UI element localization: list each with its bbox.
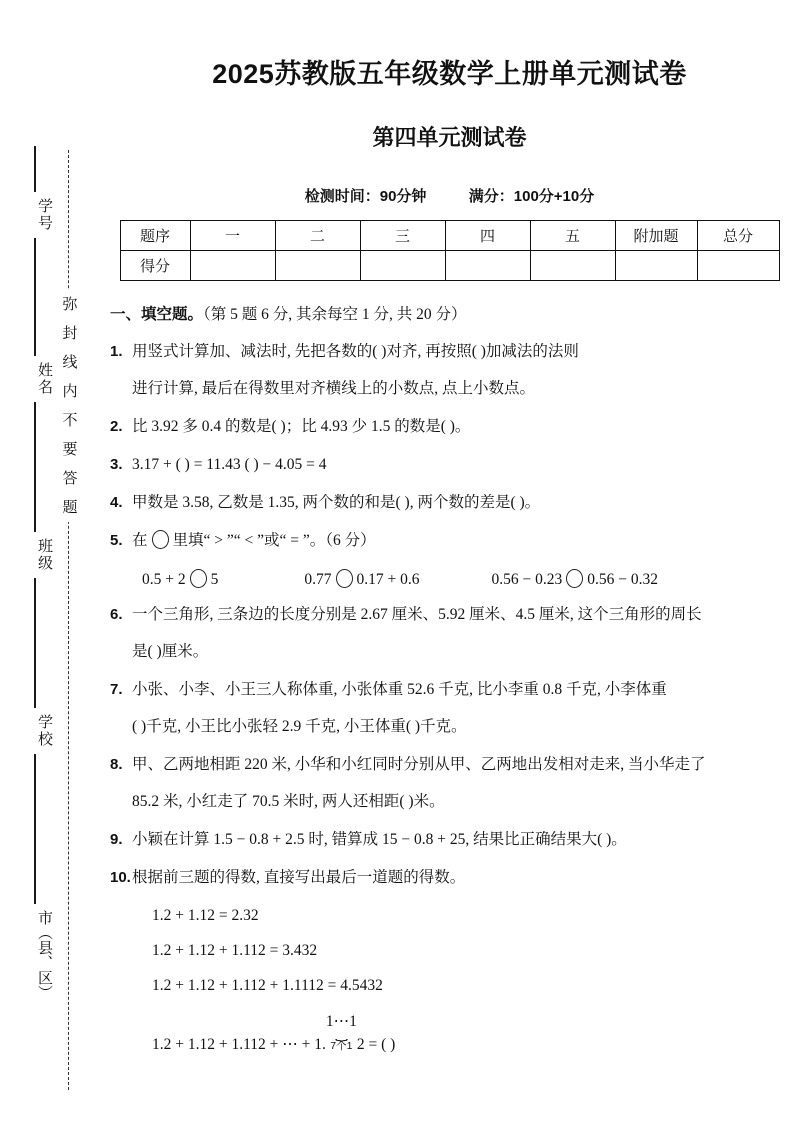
- section-heading-note: （第 5 题 6 分, 其余每空 1 分, 共 20 分）: [203, 306, 467, 323]
- comparison-left: 0.5 + 2: [142, 571, 186, 589]
- score-cell-5[interactable]: [530, 251, 615, 281]
- comparison-left: 0.77: [304, 571, 332, 589]
- equation-3: 1.2 + 1.12 + 1.112 + 1.1112 = 4.5432: [152, 977, 383, 995]
- exam-meta-line: [110, 185, 789, 206]
- table-row: [120, 251, 779, 281]
- student-id-fields: [8, 140, 52, 1070]
- question-number: 7.: [110, 681, 123, 699]
- question-text-line2: 进行计算, 最后在得数里对齐横线上的小数点, 点上小数点。: [132, 380, 536, 398]
- question-text: 根据前三题的得数, 直接写出最后一道题的得数。: [132, 869, 466, 887]
- question-number: 9.: [110, 831, 123, 849]
- id-field-xingming: [8, 238, 52, 396]
- question-5-comparisons: [110, 569, 789, 589]
- question-3: [110, 453, 789, 477]
- question-number: 10.: [110, 869, 131, 887]
- question-9: [110, 828, 789, 852]
- write-rule: [34, 754, 36, 904]
- id-field-label: 班级: [36, 538, 53, 572]
- seal-char: 内: [56, 377, 84, 406]
- write-rule: [34, 238, 36, 356]
- id-field-xuexiao: [8, 578, 52, 748]
- underbrace-group: [326, 1012, 357, 1052]
- circle-blank-icon[interactable]: [566, 569, 583, 588]
- question-text: 3.17 + ( ) = 11.43 ( ) − 4.05 = 4: [132, 456, 327, 474]
- exam-total-score: 满分：100分+10分: [468, 188, 595, 205]
- equation-prefix: 1.2 + 1.12 + 1.112 + ⋯ + 1.: [152, 1036, 326, 1054]
- exam-duration: 检测时间：90分钟: [304, 188, 427, 205]
- exam-paper-body: [100, 0, 811, 1122]
- score-table-col-1: 一: [190, 221, 275, 251]
- underbrace-icon: ⏟: [335, 1026, 348, 1043]
- underbrace-caption: 7个1: [330, 1040, 353, 1053]
- id-field-label: 学校: [36, 714, 53, 748]
- seal-char: 线: [56, 348, 84, 377]
- question-text: 甲、乙两地相距 220 米, 小华和小红同时分别从甲、乙两地出发相对走来, 当小华走了: [132, 756, 706, 774]
- question-number: 6.: [110, 606, 123, 624]
- question-10-equations: [110, 907, 789, 1054]
- question-number: 3.: [110, 456, 123, 474]
- question-number: 2.: [110, 418, 123, 436]
- id-field-label: 学号: [36, 198, 53, 232]
- question-number: 4.: [110, 494, 123, 512]
- question-text-prefix: 在: [132, 532, 148, 550]
- score-cell-3[interactable]: [360, 251, 445, 281]
- score-cell-bonus[interactable]: [615, 251, 697, 281]
- id-field-xuehao: [8, 146, 52, 232]
- comparison-right: 0.56 − 0.32: [587, 571, 658, 589]
- comparison-left: 0.56 − 0.23: [491, 571, 563, 589]
- question-10: [110, 866, 789, 890]
- seal-char: 不: [56, 406, 84, 435]
- score-table-col-5: 五: [530, 221, 615, 251]
- seal-margin-column: [0, 0, 100, 1122]
- question-number: 5.: [110, 532, 123, 550]
- question-5: [110, 529, 789, 553]
- comparison-right: 0.17 + 0.6: [356, 571, 420, 589]
- equation-suffix: 2 = ( ): [356, 1036, 396, 1054]
- comparison-3: [492, 569, 659, 589]
- score-table: [120, 220, 780, 281]
- question-text: 甲数是 3.58, 乙数是 1.35, 两个数的和是( ), 两个数的差是( )。: [132, 494, 541, 512]
- seal-char: 答: [56, 464, 84, 493]
- score-cell-1[interactable]: [190, 251, 275, 281]
- section-heading: [110, 303, 789, 326]
- spacer: [420, 569, 492, 589]
- table-row-header: [120, 221, 779, 251]
- comparison-1: [142, 569, 218, 589]
- score-table-col-2: 二: [275, 221, 360, 251]
- equation-1: 1.2 + 1.12 = 2.32: [152, 907, 259, 925]
- comparison-right: 5: [210, 571, 219, 589]
- write-rule: [34, 578, 36, 708]
- write-rule: [34, 402, 36, 532]
- score-table-col-bonus: 附加题: [615, 221, 697, 251]
- question-7: [110, 678, 789, 739]
- spacer: [218, 569, 304, 589]
- section-heading-title: 一、填空题。: [110, 306, 204, 323]
- equation-4: [152, 1012, 789, 1054]
- circle-blank-icon[interactable]: [336, 569, 353, 588]
- circle-blank-icon[interactable]: [190, 569, 207, 588]
- seal-char: 弥: [56, 290, 84, 319]
- question-text: 小张、小李、小王三人称体重, 小张体重 52.6 千克, 比小李重 0.8 千克, 小李体重: [132, 681, 667, 699]
- score-table-col-4: 四: [445, 221, 530, 251]
- score-table-col-total: 总分: [697, 221, 779, 251]
- id-field-label: 市（县、区）: [36, 910, 53, 1000]
- question-number: 1.: [110, 343, 123, 361]
- write-rule: [34, 146, 36, 192]
- seal-char: 封: [56, 319, 84, 348]
- id-field-shixianqu: [8, 754, 52, 1000]
- question-text-line2: 85.2 米, 小红走了 70.5 米时, 两人还相距( )米。: [132, 793, 445, 811]
- question-text-suffix: 里填“ > ”“ < ”或“ = ”。（6 分）: [172, 532, 376, 550]
- score-cell-total[interactable]: [697, 251, 779, 281]
- comparison-2: [304, 569, 419, 589]
- id-field-label: 姓名: [36, 362, 53, 396]
- score-table-col-3: 三: [360, 221, 445, 251]
- question-number: 8.: [110, 756, 123, 774]
- underbrace-content: 1⋯1: [325, 1013, 357, 1031]
- equation-2: 1.2 + 1.12 + 1.112 = 3.432: [152, 942, 318, 960]
- seal-char: 要: [56, 435, 84, 464]
- question-text-line2: ( )千克, 小王比小张轻 2.9 千克, 小王体重( )千克。: [132, 718, 467, 736]
- question-text: 小颖在计算 1.5 − 0.8 + 2.5 时, 错算成 15 − 0.8 + 25, 结果比正确结果大( )。: [132, 831, 627, 849]
- seal-char: 题: [56, 493, 84, 522]
- question-text-line2: 是( )厘米。: [132, 643, 209, 661]
- question-6: [110, 603, 789, 664]
- circle-blank-icon[interactable]: [152, 530, 169, 549]
- question-text: 一个三角形, 三条边的长度分别是 2.67 厘米、5.92 厘米、4.5 厘米, 这个三角形的周长: [132, 606, 702, 624]
- question-4: [110, 491, 789, 515]
- seal-instruction-text: [56, 290, 84, 522]
- page-subtitle: 第四单元测试卷: [372, 125, 527, 150]
- question-text: 用竖式计算加、减法时, 先把各数的( )对齐, 再按照( )加减法的法则: [132, 343, 579, 361]
- score-cell-2[interactable]: [275, 251, 360, 281]
- page-title: 2025苏教版五年级数学上册单元测试卷: [212, 59, 687, 89]
- score-cell-4[interactable]: [445, 251, 530, 281]
- question-2: [110, 415, 789, 439]
- score-table-row-label: 题序: [120, 221, 190, 251]
- question-text: 比 3.92 多 0.4 的数是( )；比 4.93 少 1.5 的数是( )。: [132, 418, 471, 436]
- question-1: [110, 340, 789, 401]
- id-field-banji: [8, 402, 52, 572]
- score-table-row-label: 得分: [120, 251, 190, 281]
- question-8: [110, 753, 789, 814]
